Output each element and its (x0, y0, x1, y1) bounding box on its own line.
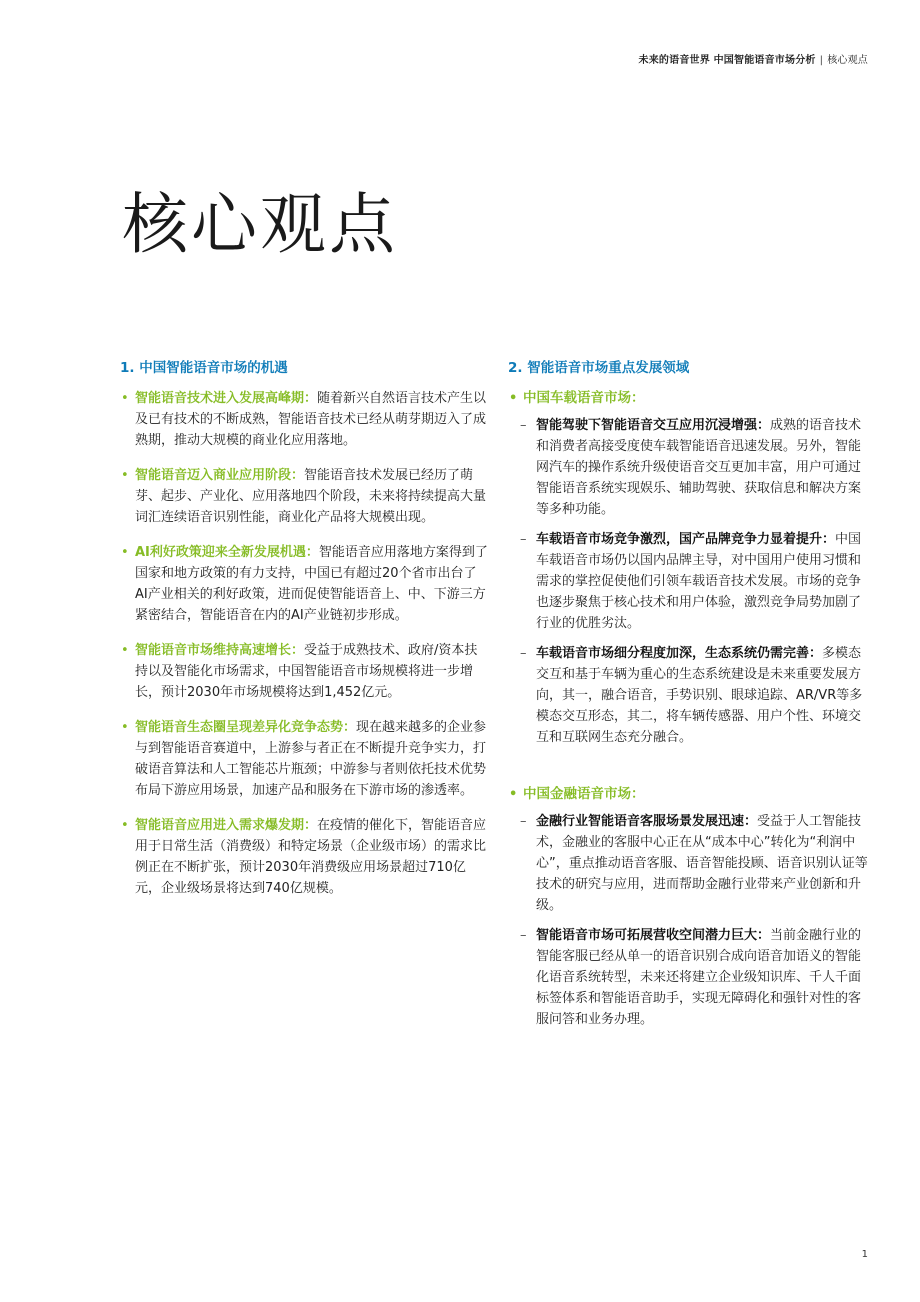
running-header (639, 51, 868, 66)
sub-item-lead: 金融行业智能语音客服场景发展迅速： (536, 814, 758, 829)
group-finance-voice (508, 784, 870, 1030)
item-body: 受益于成熟技术、政府/资本扶持以及智能化市场需求，中国智能语音市场规模将进一步增长，预计2030年市场规模将达到1,452亿元。 (135, 643, 478, 700)
item-lead: AI利好政策迎来全新发展机遇： (135, 545, 319, 560)
right-column (508, 358, 870, 1044)
item-body: 现在越来越多的企业参与到智能语音赛道中，上游参与者正在不断提升竞争实力，打破语音算法和人工智能芯片瓶颈；中游参与者则依托技术优势布局下游应用场景，加速产品和服务在下游市场的渗透率。 (135, 720, 487, 798)
sub-list-item (516, 925, 870, 1030)
sub-item-text (536, 925, 870, 1030)
list-item (120, 465, 488, 528)
item-lead: 智能语音市场维持高速增长： (135, 643, 305, 658)
item-lead: 智能语音技术进入发展高峰期： (135, 391, 318, 406)
header-report-title: 未来的语音世界 中国智能语音市场分析 (638, 55, 816, 66)
list-item-text (135, 542, 488, 626)
bullet-icon: • (121, 643, 129, 658)
dash-icon: – (520, 814, 527, 829)
sub-item-text (536, 415, 870, 520)
bullet-icon: • (121, 468, 129, 483)
page-title: 核心观点 (122, 186, 398, 263)
group-spacer (508, 762, 870, 784)
group-automotive-voice (508, 388, 870, 748)
item-body: 在疫情的催化下，智能语音应用于日常生活（消费级）和特定场景（企业级市场）的需求比例正在不断扩张，预计2030年消费级应用场景超过710亿元，企业级场景将达到740亿规模。 (135, 818, 487, 896)
sub-item-text (536, 811, 870, 916)
sub-item-text (536, 529, 870, 634)
list-item (120, 815, 488, 899)
dash-icon: – (520, 646, 527, 661)
bullet-icon: • (121, 720, 129, 735)
group-title-text: 中国金融语音市场： (523, 786, 645, 802)
header-separator: | (819, 55, 824, 66)
list-item (120, 717, 488, 801)
dash-icon: – (520, 418, 527, 433)
sub-item-body: 中国车载语音市场仍以国内品牌主导，对中国用户使用习惯和需求的掌控促使他们引领车载语音技术发展。市场的竞争也逐步聚焦于核心技术和用户体验，激烈竞争局势加剧了行业的优胜劣汰。 (536, 532, 862, 631)
sub-item-text (536, 643, 870, 748)
sub-item-lead: 车载语音市场细分程度加深，生态系统仍需完善： (536, 646, 823, 661)
group-title (508, 784, 870, 805)
item-lead: 智能语音生态圈呈现差异化竞争态势： (135, 720, 357, 735)
list-item-text (135, 717, 488, 801)
dash-icon: – (520, 928, 527, 943)
item-lead: 智能语音应用进入需求爆发期： (135, 818, 318, 833)
left-column (120, 358, 488, 913)
section-heading-focus-areas: 2. 智能语音市场重点发展领域 (508, 360, 690, 376)
item-body: 智能语音应用落地方案得到了国家和地方政策的有力支持，中国已有超过20个省市出台了AI产业相关的利好政策，进而促使智能语音上、中、下游三方紧密结合，智能语音在内的AI产业链初步形成。 (135, 545, 488, 623)
list-item-text (135, 640, 488, 703)
dash-icon: – (520, 532, 527, 547)
sub-list-item (516, 529, 870, 634)
sub-list-item (516, 811, 870, 916)
sub-item-body: 多模态交互和基于车辆为重心的生态系统建设是未来重要发展方向，其一，融合语音，手势识别、眼球追踪、AR/VR等多模态交互形态，其二，将车辆传感器、用户个性、环境交互和互联网生态充分融合。 (536, 646, 863, 745)
list-item-text (135, 465, 488, 528)
item-body: 智能语音技术发展已经历了萌芽、起步、产业化、应用落地四个阶段，未来将持续提高大量词汇连续语音识别性能，商业化产品将大规模出现。 (135, 468, 487, 525)
sub-list-item (516, 415, 870, 520)
sub-item-lead: 智能语音市场可拓展营收空间潜力巨大： (536, 928, 771, 943)
item-body: 随着新兴自然语言技术产生以及已有技术的不断成熟，智能语音技术已经从萌芽期迈入了成熟期，推动大规模的商业化应用落地。 (135, 391, 487, 448)
sub-item-lead: 车载语音市场竞争激烈，国产品牌竞争力显着提升： (536, 532, 836, 547)
group-title (508, 388, 870, 409)
bullet-icon: • (121, 391, 129, 406)
header-section-name: 核心观点 (827, 55, 868, 66)
sub-item-body: 成熟的语音技术和消费者高接受度使车载智能语音迅速发展。另外，智能网汽车的操作系统升级使语音交互更加丰富，用户可通过智能语音系统实现娱乐、辅助驾驶、获取信息和解决方案等多种功能。 (536, 418, 862, 517)
bullet-icon: • (509, 391, 518, 406)
list-item (120, 542, 488, 626)
sub-item-lead: 智能驾驶下智能语音交互应用沉浸增强： (536, 418, 771, 433)
bullet-icon: • (121, 545, 129, 560)
sub-item-body: 受益于人工智能技术，金融业的客服中心正在从“成本中心”转化为“利润中心”，重点推动语音客服、语音智能投顾、语音识别认证等技术的研究与应用，进而帮助金融行业带来产业创新和升级。 (536, 814, 868, 913)
sub-list-item (516, 643, 870, 748)
sub-item-body: 当前金融行业的智能客服已经从单一的语音识别合成向语音加语义的智能化语音系统转型，未来还将建立企业级知识库、千人千面标签体系和智能语音助手，实现无障碍化和强针对性的客服问答和业务办理。 (536, 928, 862, 1027)
group-title-text: 中国车载语音市场： (523, 390, 645, 406)
bullet-icon: • (121, 818, 129, 833)
section-heading-opportunities: 1. 中国智能语音市场的机遇 (120, 360, 288, 376)
page-number: 1 (861, 1249, 868, 1260)
list-item (120, 640, 488, 703)
list-item (120, 388, 488, 451)
list-item-text (135, 388, 488, 451)
item-lead: 智能语音迈入商业应用阶段： (135, 468, 305, 483)
bullet-icon: • (509, 787, 518, 802)
list-item-text (135, 815, 488, 899)
